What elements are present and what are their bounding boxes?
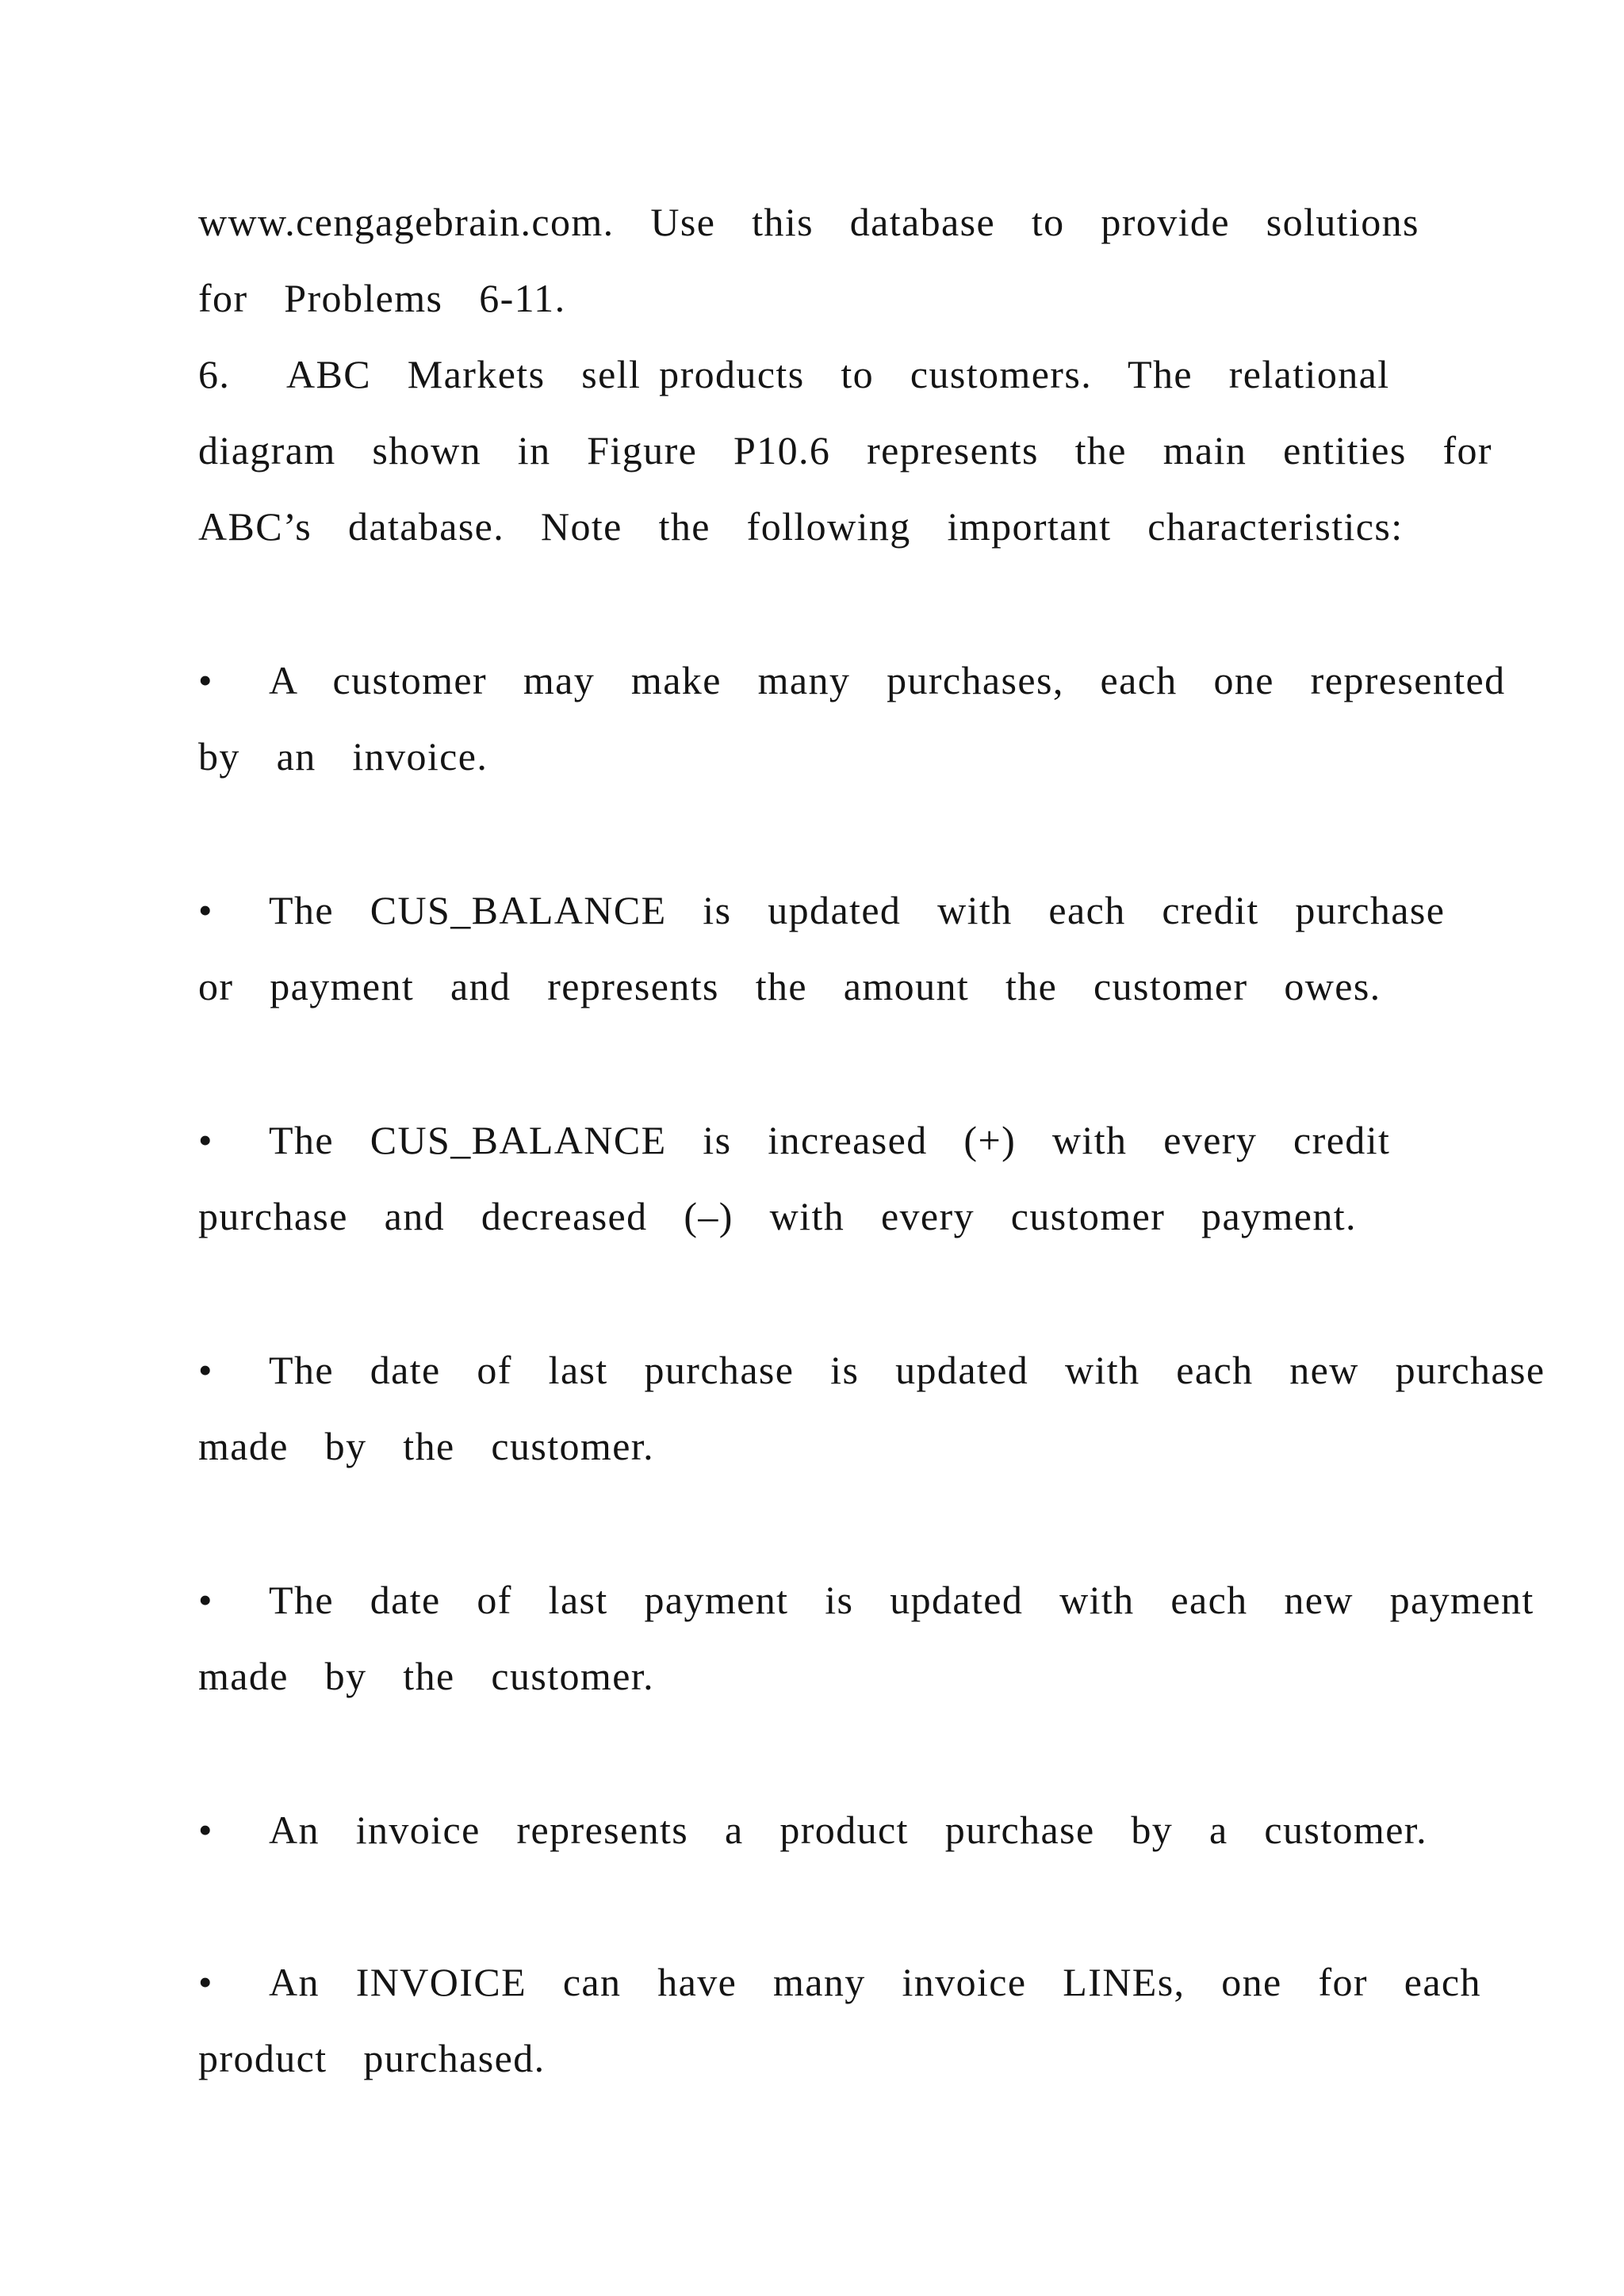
bullet-icon: • [198, 888, 213, 932]
bullet-1-line-1: A customer may make many purchases, each one represented [269, 658, 1506, 702]
intro-line-1: www.cengagebrain.com. Use this database to provide solutions [198, 200, 1419, 244]
bullet-4-line-1: The date of last purchase is updated with each new purchase [269, 1348, 1545, 1392]
bullet-icon: • [198, 1578, 213, 1622]
bullet-icon: • [198, 1960, 213, 2004]
bullet-6-line-1: An invoice represents a product purchase by a customer. [269, 1808, 1427, 1852]
bullet-icon: • [198, 1808, 213, 1852]
bullet-icon: • [198, 658, 213, 702]
bullet-2-line-2: or payment and represents the amount the customer owes. [198, 964, 1381, 1008]
bullet-4-line-2: made by the customer. [198, 1424, 654, 1468]
bullet-3-line-2: purchase and decreased (–) with every customer payment. [198, 1194, 1357, 1238]
problem-line-3: ABC’s database. Note the following important characteristics: [198, 504, 1404, 549]
bullet-1-line-2: by an invoice. [198, 734, 488, 779]
bullet-icon: • [198, 1348, 213, 1392]
problem-number: 6. [198, 352, 231, 396]
intro-line-2: for Problems 6-11. [198, 276, 566, 320]
bullet-icon: • [198, 1118, 213, 1162]
bullet-7-line-2: product purchased. [198, 2036, 546, 2080]
problem-line-2: diagram shown in Figure P10.6 represents the main entities for [198, 428, 1492, 473]
problem-line-1: ABC Markets sell products to customers. The relational [286, 352, 1390, 396]
bullet-5-line-1: The date of last payment is updated with each new payment [269, 1578, 1534, 1622]
bullet-5-line-2: made by the customer. [198, 1654, 654, 1698]
bullet-2-line-1: The CUS_BALANCE is updated with each credit purchase [269, 888, 1446, 932]
bullet-7-line-1: An INVOICE can have many invoice LINEs, one for each [269, 1960, 1481, 2004]
bullet-3-line-1: The CUS_BALANCE is increased (+) with every credit [269, 1118, 1391, 1162]
